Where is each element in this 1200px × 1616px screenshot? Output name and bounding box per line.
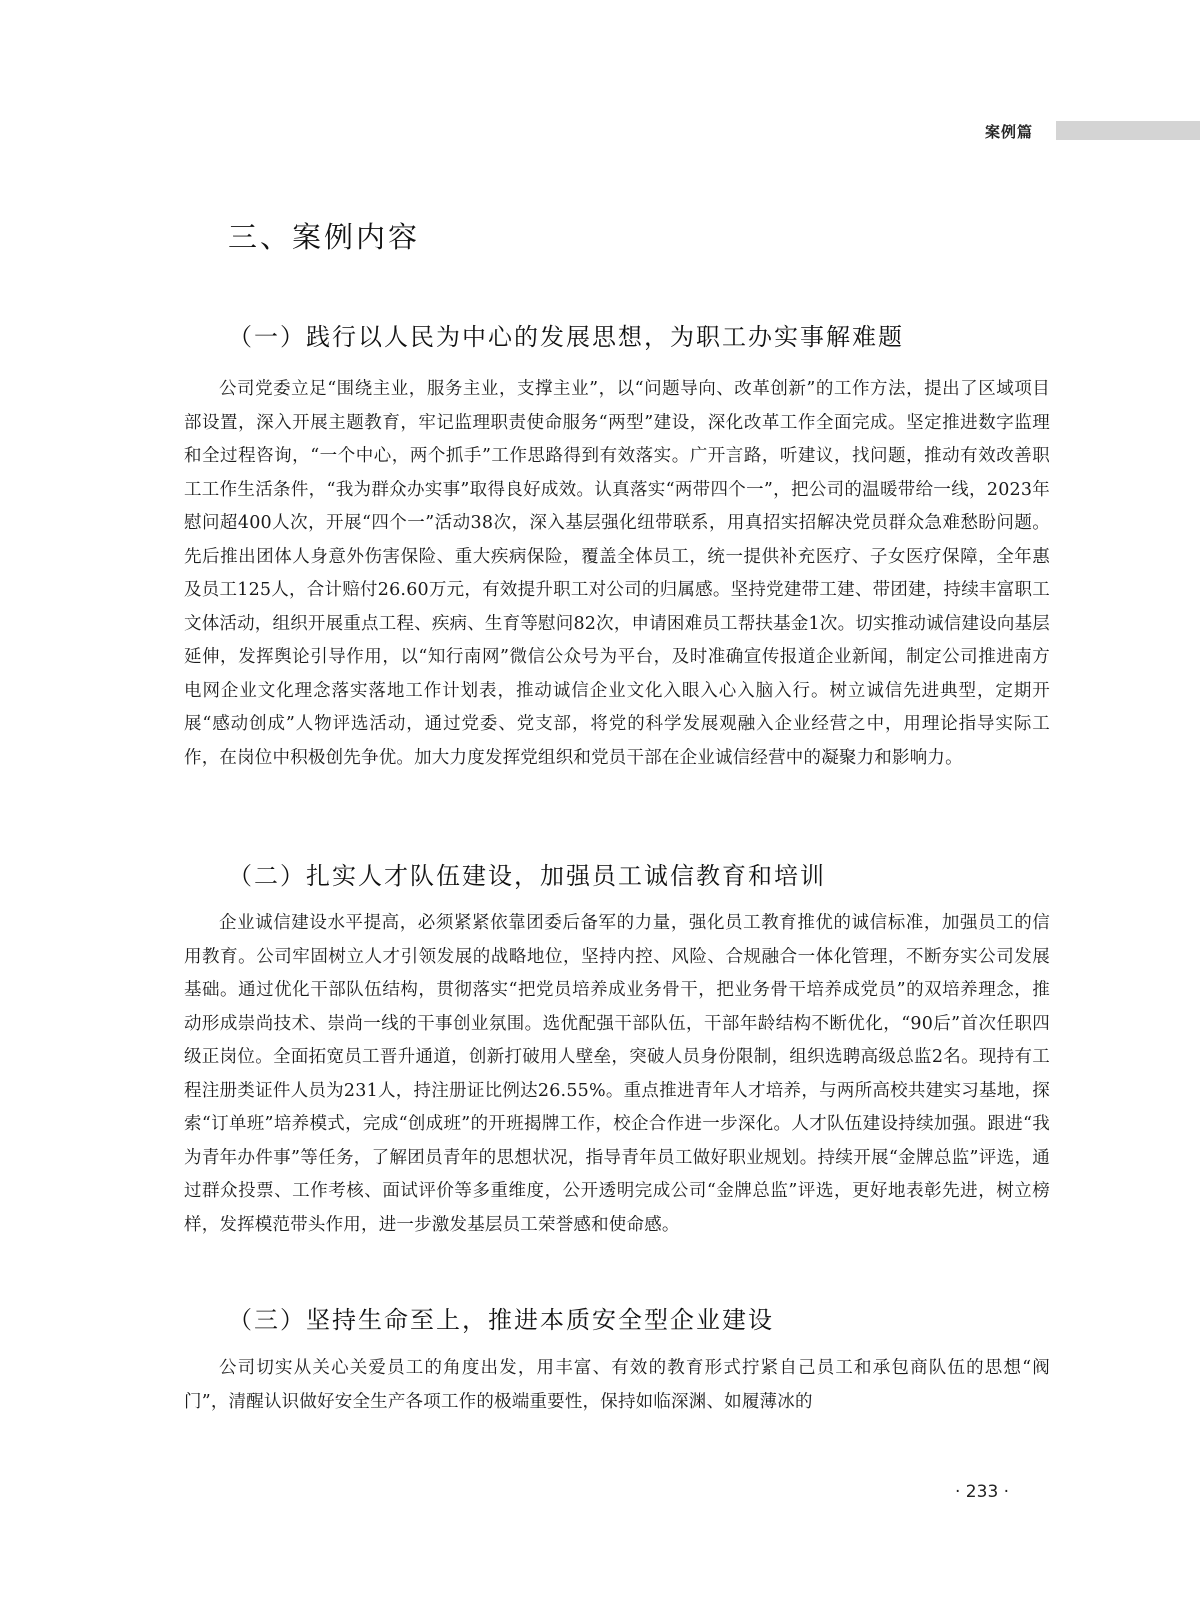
subsection-heading-1: （一）践行以人民为中心的发展思想，为职工办实事解难题 <box>228 323 904 351</box>
running-header-bar <box>1056 121 1200 140</box>
section-title: 三、案例内容 <box>228 220 421 254</box>
subsection-paragraph-2: 企业诚信建设水平提高，必须紧紧依靠团委后备军的力量，强化员工教育推优的诚信标准，加强员工的信用教育。公司牢固树立人才引领发展的战略地位，坚持内控、风险、合规融合一体化管理，不断夯实公司发展基础。通过优化干部队伍结构，贯彻落实“把党员培养成业务骨干，把业务骨干培养成党员”的双培养理念，推动形成崇尚技术、崇尚一线的干事创业氛围。选优配强干部队伍，干部年龄结构不断优化，“90后”首次任职四级正岗位。全面拓宽员工晋升通道，创新打破用人壁垒，突破人员身份限制，组织选聘高级总监2名。现持有工程注册类证件人员为231人，持注册证比例达26.55%。重点推进青年人才培养，与两所高校共建实习基地，探索“订单班”培养模式，完成“创成班”的开班揭牌工作，校企合作进一步深化。人才队伍建设持续加强。跟进“我为青年办件事”等任务，了解团员青年的思想状况，指导青年员工做好职业规划。持续开展“金牌总监”评选，通过群众投票、工作考核、面试评价等多重维度，公开透明完成公司“金牌总监”评选，更好地表彰先进，树立榜样，发挥模范带头作用，进一步激发基层员工荣誉感和使命感。 <box>184 913 1050 1235</box>
subsection-heading-3: （三）坚持生命至上，推进本质安全型企业建设 <box>228 1306 774 1334</box>
running-header-label: 案例篇 <box>985 122 1034 141</box>
subsection-paragraph-1: 公司党委立足“围绕主业，服务主业，支撑主业”，以“问题导向、改革创新”的工作方法，提出了区域项目部设置，深入开展主题教育，牢记监理职责使命服务“两型”建设，深化改革工作全面完成。坚定推进数字监理和全过程咨询，“一个中心，两个抓手”工作思路得到有效落实。广开言路，听建议，找问题，推动有效改善职工工作生活条件，“我为群众办实事”取得良好成效。认真落实“两带四个一”，把公司的温暖带给一线，2023年慰问超400人次，开展“四个一”活动38次，深入基层强化纽带联系，用真招实招解决党员群众急难愁盼问题。先后推出团体人身意外伤害保险、重大疾病保险，覆盖全体员工，统一提供补充医疗、子女医疗保障，全年惠及员工125人，合计赔付26.60万元，有效提升职工对公司的归属感。坚持党建带工建、带团建，持续丰富职工文体活动，组织开展重点工程、疾病、生育等慰问82次，申请困难员工帮扶基金1次。切实推动诚信建设向基层延伸，发挥舆论引导作用，以“知行南网”微信公众号为平台，及时准确宣传报道企业新闻，制定公司推进南方电网企业文化理念落实落地工作计划表，推动诚信企业文化入眼入心入脑入行。树立诚信先进典型，定期开展“感动创成”人物评选活动，通过党委、党支部，将党的科学发展观融入企业经营之中，用理论指导实际工作，在岗位中积极创先争优。加大力度发挥党组织和党员干部在企业诚信经营中的凝聚力和影响力。 <box>184 379 1051 768</box>
subsection-heading-2: （二）扎实人才队伍建设，加强员工诚信教育和培训 <box>228 862 826 890</box>
subsection-paragraph-3: 公司切实从关心关爱员工的角度出发，用丰富、有效的教育形式拧紧自己员工和承包商队伍的思想“阀门”，清醒认识做好安全生产各项工作的极端重要性，保持如临深渊、如履薄冰的 <box>184 1358 1050 1412</box>
running-header <box>985 120 1045 142</box>
page-number: · 233 · <box>955 1482 1010 1502</box>
